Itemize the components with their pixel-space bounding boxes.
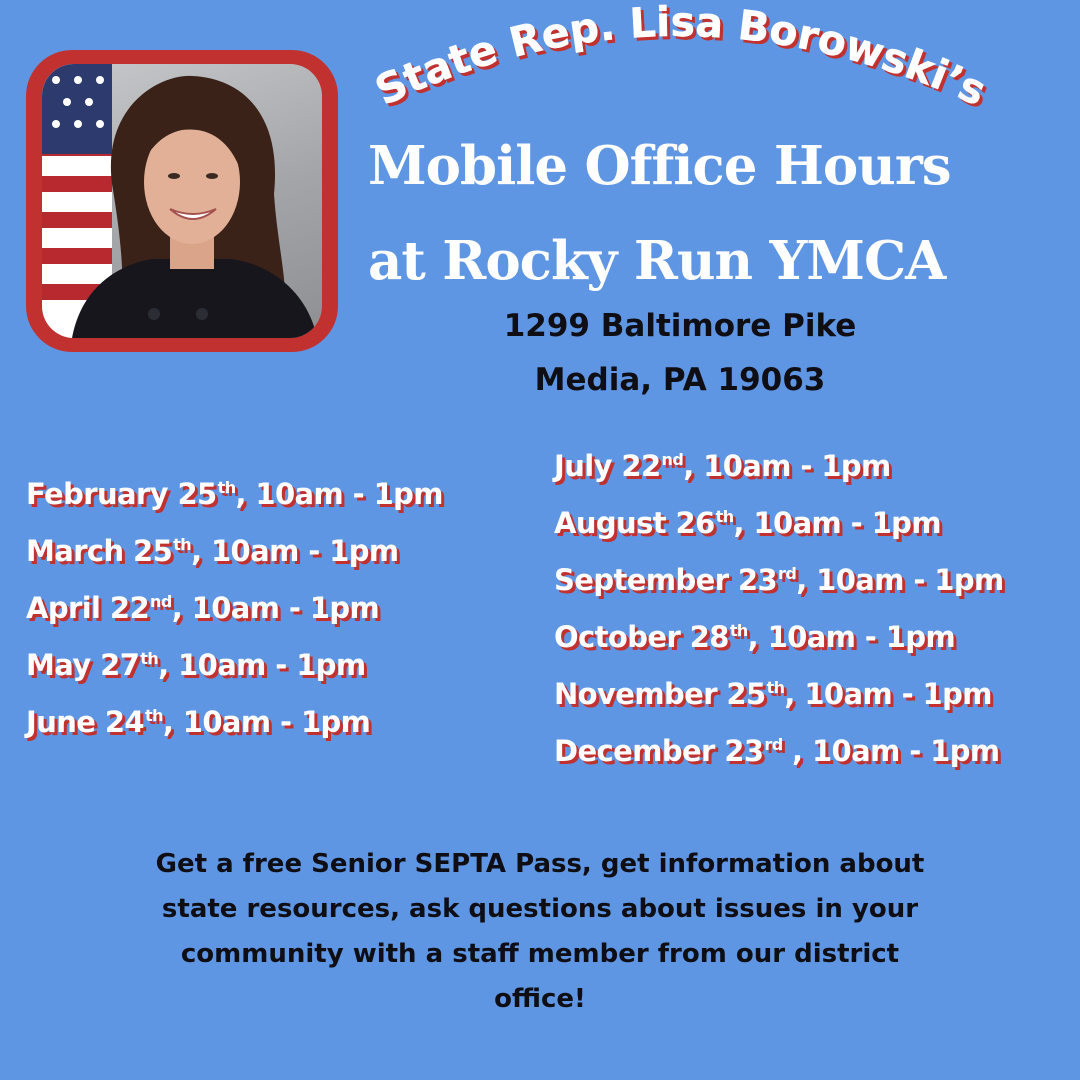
schedule-date-item [26, 637, 443, 694]
portrait-photo [42, 64, 322, 338]
schedule-date-item [554, 609, 1004, 666]
schedule-date-item [26, 466, 443, 523]
address-city: Media, PA 19063 [534, 362, 826, 398]
schedule-ordinal-suffix: nd [150, 592, 172, 611]
schedule-month-day: June 24 [26, 705, 145, 739]
schedule-ordinal-suffix: th [217, 478, 236, 497]
schedule-ordinal-suffix: rd [778, 564, 797, 583]
schedule-time: , 10am - 1pm [235, 477, 443, 511]
portrait-frame [26, 50, 338, 352]
schedule-time: , 10am - 1pm [683, 449, 891, 483]
schedule-date-item [26, 694, 443, 751]
schedule-ordinal-suffix: th [140, 649, 159, 668]
schedule-date-item [554, 552, 1004, 609]
schedule-date-item [554, 495, 1004, 552]
schedule-month-day: March 25 [26, 534, 173, 568]
schedule-date-item [26, 523, 443, 580]
schedule-ordinal-suffix: nd [661, 450, 684, 469]
schedule-time: , 10am - 1pm [191, 534, 399, 568]
schedule-ordinal-suffix: rd [764, 735, 783, 754]
portrait-illustration [42, 64, 322, 338]
schedule-ordinal-suffix: th [729, 621, 748, 640]
page-title-line2: at Rocky Run YMCA [368, 230, 946, 292]
schedule-ordinal-suffix: th [145, 706, 163, 725]
schedule-time: , 10am - 1pm [733, 506, 941, 540]
schedule-month-day: October 28 [554, 620, 729, 654]
schedule-left-column [26, 466, 443, 751]
schedule-date-item [554, 723, 1004, 780]
arc-title-text: State Rep. Lisa Borowski’s [368, 0, 994, 116]
schedule-right-column [554, 438, 1004, 780]
svg-text:State Rep. Lisa Borowski’s [368, 0, 993, 115]
schedule-month-day: December 23 [554, 734, 764, 768]
page-title-line1: Mobile Office Hours [368, 135, 951, 197]
arc-title [350, 0, 1080, 150]
schedule-month-day: July 22 [554, 449, 661, 483]
info-blurb: Get a free Senior SEPTA Pass, get information about state resources, ask questions about issues in your community with a staff member from our district office! [155, 849, 925, 1014]
schedule-time: , 10am - 1pm [782, 734, 1000, 768]
schedule-month-day: February 25 [26, 477, 217, 511]
schedule-date-item [26, 580, 443, 637]
schedule-month-day: August 26 [554, 506, 715, 540]
schedule-month-day: November 25 [554, 677, 766, 711]
schedule-time: , 10am - 1pm [158, 648, 366, 682]
schedule-date-item [554, 438, 1004, 495]
schedule-time: , 10am - 1pm [747, 620, 956, 654]
schedule-time: , 10am - 1pm [162, 705, 371, 739]
schedule-time: , 10am - 1pm [796, 563, 1004, 597]
schedule-date-item [554, 666, 1004, 723]
schedule-time: , 10am - 1pm [784, 677, 992, 711]
schedule-month-day: September 23 [554, 563, 778, 597]
schedule-month-day: April 22 [26, 591, 150, 625]
schedule-time: , 10am - 1pm [171, 591, 380, 625]
schedule-ordinal-suffix: th [715, 507, 734, 526]
schedule-ordinal-suffix: th [173, 535, 192, 554]
schedule-month-day: May 27 [26, 648, 140, 682]
address-street: 1299 Baltimore Pike [503, 308, 857, 344]
schedule-ordinal-suffix: th [766, 678, 785, 697]
